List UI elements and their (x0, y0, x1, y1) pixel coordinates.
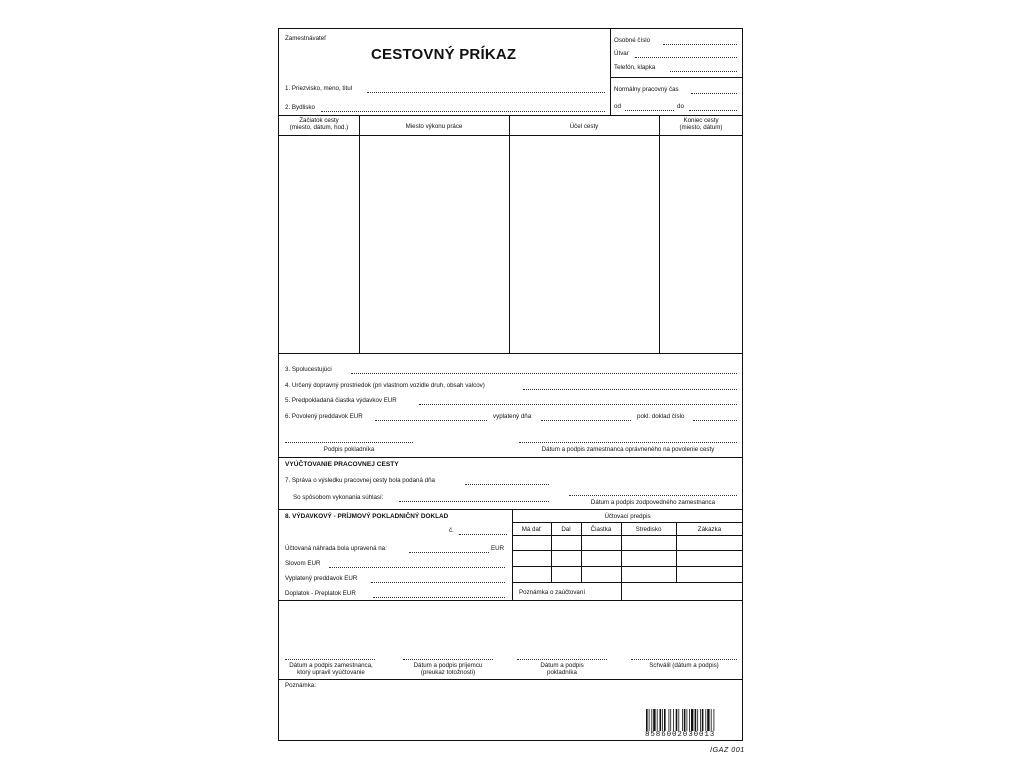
responsible-signature-line[interactable] (569, 495, 737, 496)
accounting-heading: Účtovací predpis (604, 513, 651, 520)
sig-line-approver[interactable] (631, 659, 737, 660)
sig-recipient-label: Dátum a podpis príjemcu (preukaz totožnosti) (413, 662, 483, 676)
department-field[interactable] (635, 57, 737, 58)
cashier-signature-label: Podpis pokladníka (323, 446, 375, 453)
acc-col-credit: Dal (561, 526, 571, 533)
method-field[interactable] (399, 501, 549, 502)
name-field[interactable] (367, 92, 605, 93)
sig-approver-label: Schválil (dátum a podpis) (649, 662, 719, 669)
normal-work-time-field[interactable] (691, 93, 737, 94)
name-label: 1. Priezvisko, meno, titul (285, 85, 353, 92)
paid-day-field[interactable] (541, 420, 631, 421)
co-travelers-label: 3. Spolucestujúci (285, 366, 332, 373)
paid-day-label: vyplatený dňa (493, 413, 532, 420)
expected-cost-label: 5. Predpokladaná čiastka výdavkov EUR (285, 397, 397, 404)
words-label: Slovom EUR (285, 560, 321, 567)
authorized-signature-line[interactable] (519, 442, 737, 443)
col-work-place: Miesto výkonu práce (405, 123, 463, 130)
cash-doc-heading: 8. VÝDAVKOVÝ - PRÍJMOVÝ POKLADNIČNÝ DOKLAD (285, 513, 449, 520)
transport-label: 4. Určený dopravný prostriedok (pri vlastnom vozidle druh, obsah valcov) (285, 382, 485, 389)
personal-number-label: Osobné číslo (614, 37, 651, 44)
barcode-number: 8586002030013 (645, 731, 741, 739)
sig-line-adjuster[interactable] (285, 659, 375, 660)
to-label: do (677, 103, 684, 110)
sig-cashier-label: Dátum a podpis pokladníka (540, 662, 584, 676)
sig-line-recipient[interactable] (403, 659, 493, 660)
method-label: So spôsobom vykonania súhlasí: (293, 494, 384, 501)
address-label: 2. Bydlisko (285, 104, 315, 111)
col-trip-end: Koniec cesty (miesto, dátum) (679, 117, 723, 131)
acc-col-order: Zákazka (697, 526, 722, 533)
form-title: CESTOVNÝ PRÍKAZ (371, 46, 517, 63)
address-field[interactable] (321, 111, 605, 112)
acc-col-center: Stredisko (635, 526, 662, 533)
doc-number-field[interactable] (459, 534, 507, 535)
personal-number-field[interactable] (663, 44, 737, 45)
paid-advance-field[interactable] (371, 582, 505, 583)
adjusted-unit: EUR (491, 545, 505, 552)
authorized-signature-label: Dátum a podpis zamestnanca oprávneného na povolenie cesty (541, 446, 715, 453)
employer-label: Zamestnávateľ (285, 35, 327, 42)
surcharge-field[interactable] (373, 597, 505, 598)
doc-number-label: č. (449, 527, 454, 534)
normal-work-time-label: Normálny pracovný čas (614, 86, 679, 93)
to-field[interactable] (689, 110, 737, 111)
col-trip-start: Začiatok cesty (miesto, dátum, hod.) (289, 117, 349, 131)
acc-col-amount: Čiastka (590, 526, 612, 533)
travel-order-form (278, 28, 743, 741)
cashier-signature-line[interactable] (285, 442, 413, 443)
report-label: 7. Správa o výsledku pracovnej cesty bola podaná dňa (285, 477, 435, 484)
words-field[interactable] (329, 567, 505, 568)
advance-label: 6. Povolený preddavok EUR (285, 413, 363, 420)
phone-field[interactable] (670, 71, 737, 72)
settlement-heading: VYÚČTOVANIE PRACOVNEJ CESTY (285, 461, 399, 468)
cash-doc-field[interactable] (693, 420, 737, 421)
phone-label: Telefón, klapka (614, 64, 656, 71)
transport-field[interactable] (523, 389, 737, 390)
report-field[interactable] (465, 484, 549, 485)
sig-adjuster-label: Dátum a podpis zamestnanca, ktorý upravil vyúčtovanie (289, 662, 373, 676)
header-divider (610, 29, 611, 115)
cash-doc-label: pokl. doklad číslo (637, 413, 685, 420)
form-code: IGAZ 001 (710, 745, 745, 754)
from-label: od (614, 103, 621, 110)
accounting-note-label: Poznámka o zaúčtovaní (519, 589, 586, 596)
sig-line-cashier[interactable] (517, 659, 607, 660)
responsible-signature-label: Dátum a podpis zodpovedného zamestnanca (590, 499, 716, 506)
department-label: Útvar (614, 50, 629, 57)
adjusted-label: Účtovaná náhrada bola upravená na: (285, 545, 387, 552)
surcharge-label: Doplatok - Preplatok EUR (285, 590, 356, 597)
note-label: Poznámka: (285, 682, 316, 689)
expected-cost-field[interactable] (419, 404, 737, 405)
from-field[interactable] (625, 110, 674, 111)
acc-col-debit: Má dať (521, 526, 542, 533)
co-travelers-field[interactable] (351, 373, 737, 374)
advance-field[interactable] (375, 420, 487, 421)
paid-advance-label: Vyplatený preddavok EUR (285, 575, 358, 582)
adjusted-field[interactable] (409, 552, 489, 553)
col-trip-purpose: Účel cesty (569, 123, 599, 130)
